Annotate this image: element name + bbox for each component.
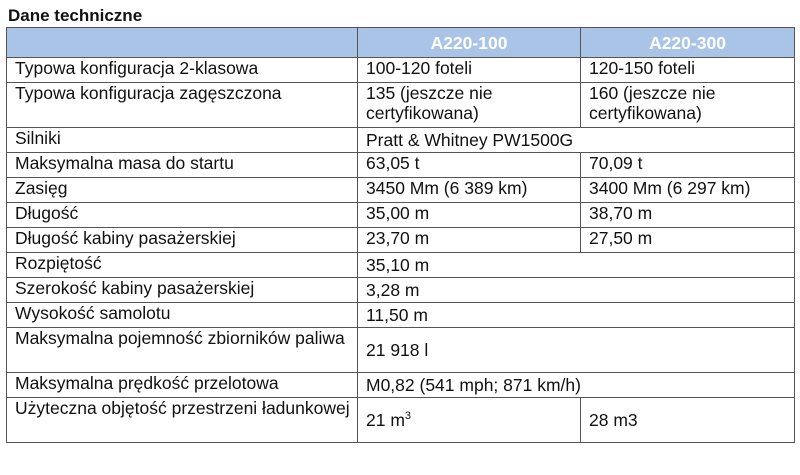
page-title: Dane techniczne [8,6,143,25]
table-row [7,253,795,278]
row-label: Maksymalna prędkość przelotowa [7,373,358,398]
row-label: Typowa konfiguracja 2-klasowa [7,58,358,83]
row-label: Maksymalna pojemność zbiorników paliwa [7,328,358,373]
cell-a220-100: 3450 Mm (6 389 km) [358,178,581,203]
cell-merged: 11,50 m [358,303,795,328]
row-label: Długość kabiny pasażerskiej [7,228,358,253]
cell-value: 21 m [366,410,405,430]
table-header-row [7,28,795,58]
row-label: Rozpiętość [7,253,358,278]
table-row [7,278,795,303]
header-cell-a220-300: A220-300 [581,28,795,58]
cell-a220-100: 35,00 m [358,203,581,228]
row-label: Typowa konfiguracja zagęszczona [7,83,358,128]
cell-merged: 21 918 l [358,328,795,373]
cell-a220-100 [358,398,581,443]
header-cell-empty [7,28,358,58]
table-row [7,128,795,153]
row-label: Zasięg [7,178,358,203]
table-row [7,203,795,228]
cell-a220-300: 70,09 t [581,153,795,178]
superscript: 3 [404,410,412,423]
table-row [7,83,795,128]
row-label: Użyteczna objętość przestrzeni ładunkowej [7,398,358,443]
cell-a220-300: 160 (jeszcze nie certyfikowana) [581,83,795,128]
table-row [7,153,795,178]
spec-table [6,27,795,443]
row-label: Wysokość samolotu [7,303,358,328]
cell-a220-300: 28 m3 [581,398,795,443]
cell-a220-100: 23,70 m [358,228,581,253]
row-label: Silniki [7,128,358,153]
cell-a220-300: 27,50 m [581,228,795,253]
row-label: Maksymalna masa do startu [7,153,358,178]
cell-merged: M0,82 (541 mph; 871 km/h) [358,373,795,398]
table-row [7,303,795,328]
cell-a220-300: 3400 Mm (6 297 km) [581,178,795,203]
table-row [7,178,795,203]
cell-merged: 3,28 m [358,278,795,303]
table-row [7,398,795,443]
table-row [7,373,795,398]
cell-merged: 35,10 m [358,253,795,278]
cell-a220-100: 63,05 t [358,153,581,178]
table-row [7,328,795,373]
cell-a220-100: 135 (jeszcze nie certyfikowana) [358,83,581,128]
cell-merged: Pratt & Whitney PW1500G [358,128,795,153]
row-label: Długość [7,203,358,228]
header-cell-a220-100: A220-100 [358,28,581,58]
table-row [7,58,795,83]
cell-a220-300: 38,70 m [581,203,795,228]
cell-a220-300: 120-150 foteli [581,58,795,83]
row-label: Szerokość kabiny pasażerskiej [7,278,358,303]
table-row [7,228,795,253]
cell-a220-100: 100-120 foteli [358,58,581,83]
